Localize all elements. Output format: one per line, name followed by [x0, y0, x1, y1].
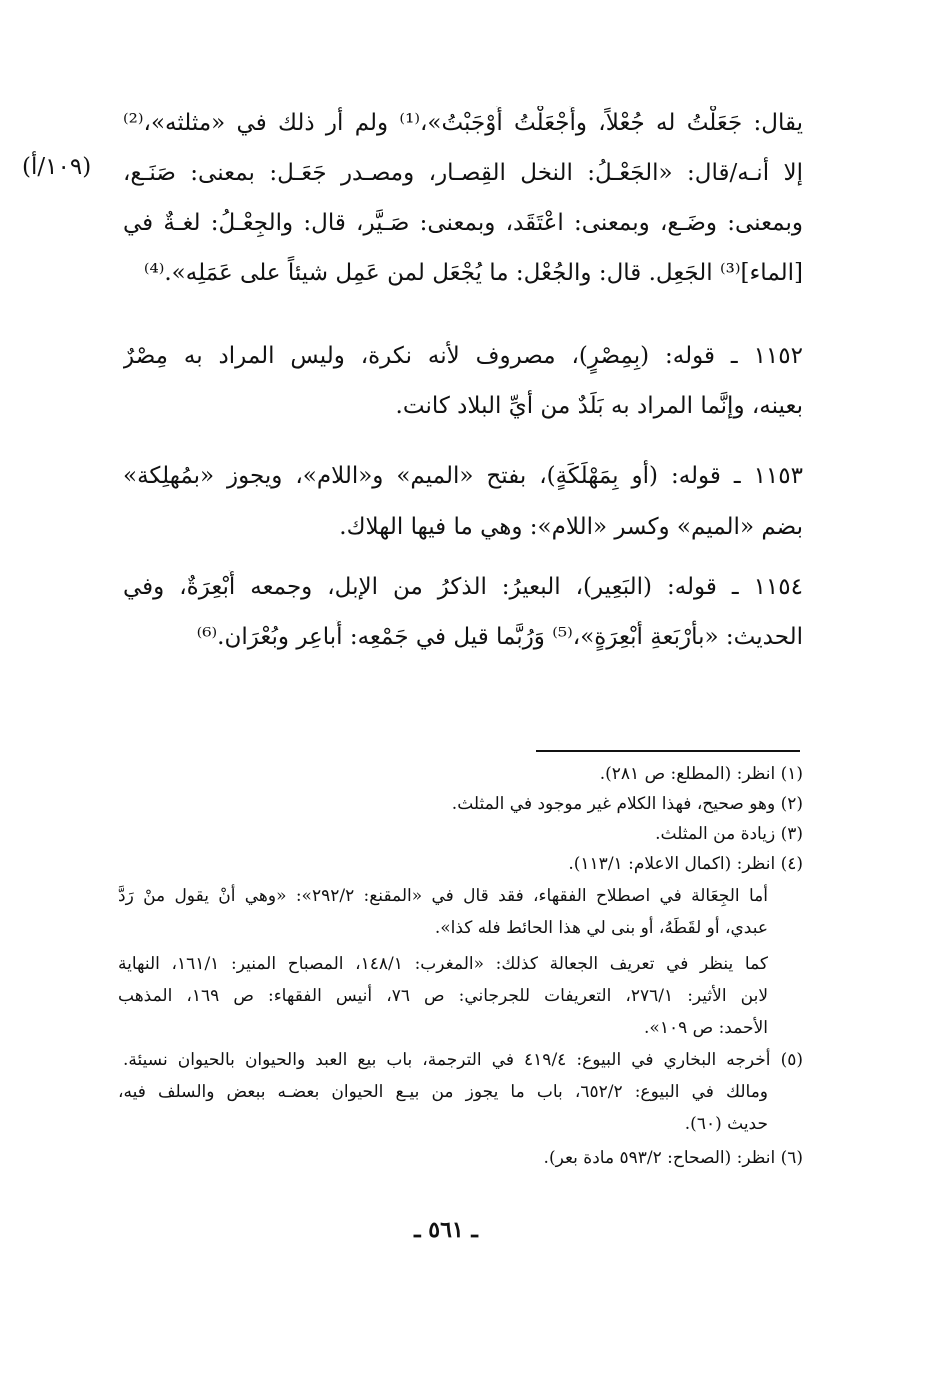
entry-1153-line-2: بضم «الميم» وكسر «اللام»: وهي ما فيها الهلاك. [339, 514, 803, 540]
folio-margin-note: (١٠٩/أ) [22, 154, 92, 180]
footnote-1: (١) انظر: (المطلع: ص ٢٨١). [599, 764, 803, 784]
page-number: ـ ٥٦١ ـ [414, 1217, 478, 1243]
paragraph-1-line-4: [الماء]⁽³⁾ الجَعِل. قال: والجُعْل: ما يُجْعَل لمن عَمِل شيئاً على عَمَلِه».⁽⁴⁾ [143, 260, 803, 286]
footnote-rule [536, 750, 800, 752]
footnote-6: (٦) انظر: (الصحاح: ٥٩٣/٢ مادة بعر). [543, 1148, 803, 1168]
footnote-2: (٢) وهو صحيح، فهذا الكلام غير موجود في المثلث. [451, 794, 803, 814]
paragraph-1-line-3: وبمعنى: وضَـع، وبمعنى: اعْتَقَد، وبمعنى: صَـيَّر، قال: والجِعْـلُ: لغـةٌ في [123, 210, 803, 236]
entry-1153-line-1: ١١٥٣ ـ قوله: (أو بِمَهْلَكَةٍ)، بفتح «الميم» و«اللام»، ويجوز «بمُهلِكة» [123, 463, 803, 489]
paragraph-1-line-2: إلا أنـه/قال: «الجَعْـلُ: النخل القِصـار، ومصـدر جَعَـل: بمعنى: صَنَـع، [123, 160, 803, 186]
entry-1152-line-1: ١١٥٢ ـ قوله: (بِمِصْرٍ)، مصروف لأنه نكرة، وليس المراد به مِصْرٌ [123, 343, 803, 369]
footnote-4-text-5: الأحمد: ص ١٠٩». [644, 1018, 768, 1038]
footnote-4-text-2: عبدي، أو لقَطَهُ، أو بنى لي هذا الحائط فله كذا». [434, 918, 768, 938]
footnote-5-text-1: ومالك في البيوع: ٦٥٢/٢، باب ما يجوز من بيـع الحيوان بعضـه ببعض والسلف فيه، [118, 1082, 768, 1102]
footnote-5-text-2: حديث (٦٠). [684, 1114, 768, 1134]
footnote-5: (٥) أخرجه البخاري في البيوع: ٤١٩/٤ في الترجمة، باب بيع العبد والحيوان بالحيوان نسيئة. [123, 1050, 803, 1070]
paragraph-1-line-1: يقال: جَعَلْتُ له جُعْلاً، وأَجْعَلْتُ أَوْجَبْتُ»،⁽¹⁾ ولم أر ذلك في «مثلثه»،⁽²⁾ [123, 110, 803, 136]
footnote-4-text-3: كما ينظر في تعريف الجعالة كذلك: «المغرب: ١٤٨/١، المصباح المنير: ١٦١/١، النهاية [118, 954, 768, 974]
entry-1152-line-2: بعينه، وإنَّما المراد به بَلَدٌ من أيِّ البلاد كانت. [395, 393, 803, 419]
entry-1154-line-1: ١١٥٤ ـ قوله: (البَعِير)، البعيرُ: الذكرُ من الإبل، وجمعه أَبْعِرَةٌ، وفي [123, 574, 803, 600]
entry-1154-line-2: الحديث: «بأَرْبَعةِ أَبْعِرَةٍ»،⁽⁵⁾ وَرُبَّما قيل في جَمْعِه: أَباعِر وبُعْرَان.⁽⁶⁾ [196, 624, 803, 650]
footnote-4-text-1: أما الجِعَالة في اصطلاح الفقهاء، فقد قال في «المقنع: ٢٩٢/٢»: «وهي أنْ يقول منْ رَدَّ [118, 886, 768, 906]
footnote-4: (٤) انظر: (اكمال الاعلام: ١١٣/١). [568, 854, 803, 874]
footnote-4-text-4: لابن الأثير: ٢٧٦/١، التعريفات للجرجاني: ص ٧٦، أنيس الفقهاء: ص ١٦٩، المذهب [118, 986, 768, 1006]
footnote-3: (٣) زيادة من المثلث. [655, 824, 803, 844]
